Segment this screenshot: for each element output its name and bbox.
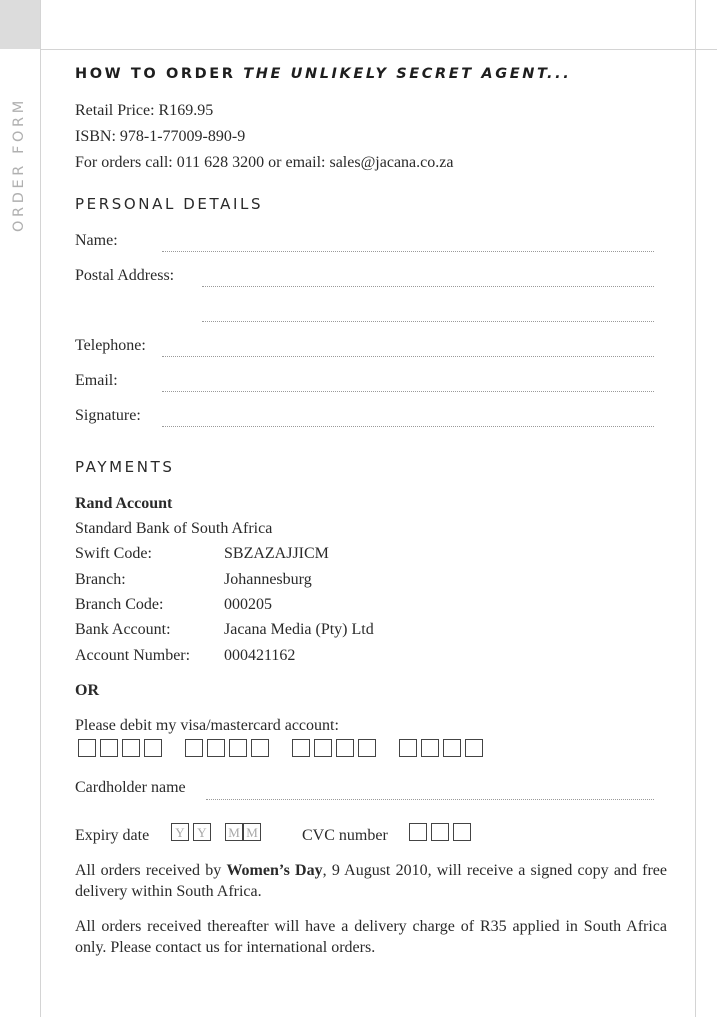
expiry-month-box[interactable]: M (225, 823, 243, 841)
expiry-month-group (225, 823, 265, 841)
card-number-boxes (78, 739, 506, 757)
card-number-group (292, 739, 380, 757)
bank-row-label: Bank Account: (75, 621, 171, 638)
title-prefix: HOW TO ORDER (75, 66, 244, 82)
card-digit-box[interactable] (251, 739, 269, 757)
corner-tab (0, 0, 40, 49)
note-womens-day: Women’s Day (226, 862, 323, 879)
expiry-year-box[interactable]: Y (171, 823, 189, 841)
top-rule (40, 49, 717, 50)
email-field[interactable] (162, 391, 654, 392)
expiry-year-box[interactable]: Y (193, 823, 211, 841)
expiry-boxes (171, 823, 284, 841)
telephone-label: Telephone: (75, 337, 146, 354)
retail-price: Retail Price: R169.95 (75, 102, 214, 119)
card-digit-box[interactable] (465, 739, 483, 757)
order-contact: For orders call: 011 628 3200 or email: sales@jacana.co.za (75, 154, 454, 171)
cvc-digit-box[interactable] (409, 823, 427, 841)
card-digit-box[interactable] (358, 739, 376, 757)
card-digit-box[interactable] (78, 739, 96, 757)
cvc-group (409, 823, 475, 841)
bank-row-value: SBZAZAJJICM (224, 545, 329, 562)
isbn: ISBN: 978-1-77009-890-9 (75, 128, 246, 145)
card-digit-box[interactable] (443, 739, 461, 757)
bank-row-label: Swift Code: (75, 545, 152, 562)
cardholder-label: Cardholder name (75, 779, 186, 796)
postal-address-label: Postal Address: (75, 267, 175, 284)
postal-address-field-line-2[interactable] (202, 321, 654, 322)
cvc-digit-box[interactable] (453, 823, 471, 841)
payments-heading: PAYMENTS (75, 458, 175, 476)
card-digit-box[interactable] (336, 739, 354, 757)
name-label: Name: (75, 232, 118, 249)
delivery-note-charge: All orders received thereafter will have a delivery charge of R35 applied in South Africa only. Please contact us for international orders. (75, 918, 667, 956)
bank-row-value: Jacana Media (Pty) Ltd (224, 621, 374, 638)
card-digit-box[interactable] (399, 739, 417, 757)
note-text: All orders received by (75, 862, 227, 879)
cvc-boxes (409, 823, 494, 841)
signature-label: Signature: (75, 407, 141, 424)
card-digit-box[interactable] (421, 739, 439, 757)
expiry-label: Expiry date (75, 827, 150, 844)
right-margin-rule (695, 0, 696, 1017)
bank-row-value: 000421162 (224, 647, 296, 664)
cvc-label: CVC number (302, 827, 388, 844)
bank-row-label: Branch Code: (75, 596, 164, 613)
card-digit-box[interactable] (122, 739, 140, 757)
card-digit-box[interactable] (144, 739, 162, 757)
signature-field[interactable] (162, 426, 654, 427)
side-label: ORDER FORM (11, 97, 27, 232)
email-label: Email: (75, 372, 118, 389)
card-digit-box[interactable] (314, 739, 332, 757)
personal-details-heading: PERSONAL DETAILS (75, 195, 264, 213)
page-title (75, 66, 571, 82)
rand-account-heading: Rand Account (75, 495, 173, 512)
card-digit-box[interactable] (207, 739, 225, 757)
card-digit-box[interactable] (100, 739, 118, 757)
telephone-field[interactable] (162, 356, 654, 357)
left-margin-rule (40, 0, 41, 1017)
or-separator: OR (75, 682, 99, 699)
postal-address-field-line-1[interactable] (202, 286, 654, 287)
card-number-group (399, 739, 487, 757)
cardholder-field[interactable] (206, 799, 654, 800)
card-number-group (185, 739, 273, 757)
card-digit-box[interactable] (292, 739, 310, 757)
delivery-note-signed-copy (75, 860, 667, 902)
bank-row-label: Account Number: (75, 647, 191, 664)
bank-name: Standard Bank of South Africa (75, 520, 273, 537)
expiry-month-box[interactable]: M (243, 823, 261, 841)
card-digit-box[interactable] (229, 739, 247, 757)
card-number-group (78, 739, 166, 757)
bank-row-label: Branch: (75, 571, 126, 588)
name-field[interactable] (162, 251, 654, 252)
card-digit-box[interactable] (185, 739, 203, 757)
bank-row-value: 000205 (224, 596, 272, 613)
cvc-digit-box[interactable] (431, 823, 449, 841)
note-text: , 9 August 2010, will receive a signed copy and free delivery within South Africa. (75, 862, 668, 900)
bank-row-value: Johannesburg (224, 571, 312, 588)
card-debit-label: Please debit my visa/mastercard account: (75, 717, 339, 734)
expiry-year-group (171, 823, 215, 841)
title-book: THE UNLIKELY SECRET AGENT... (243, 66, 572, 82)
